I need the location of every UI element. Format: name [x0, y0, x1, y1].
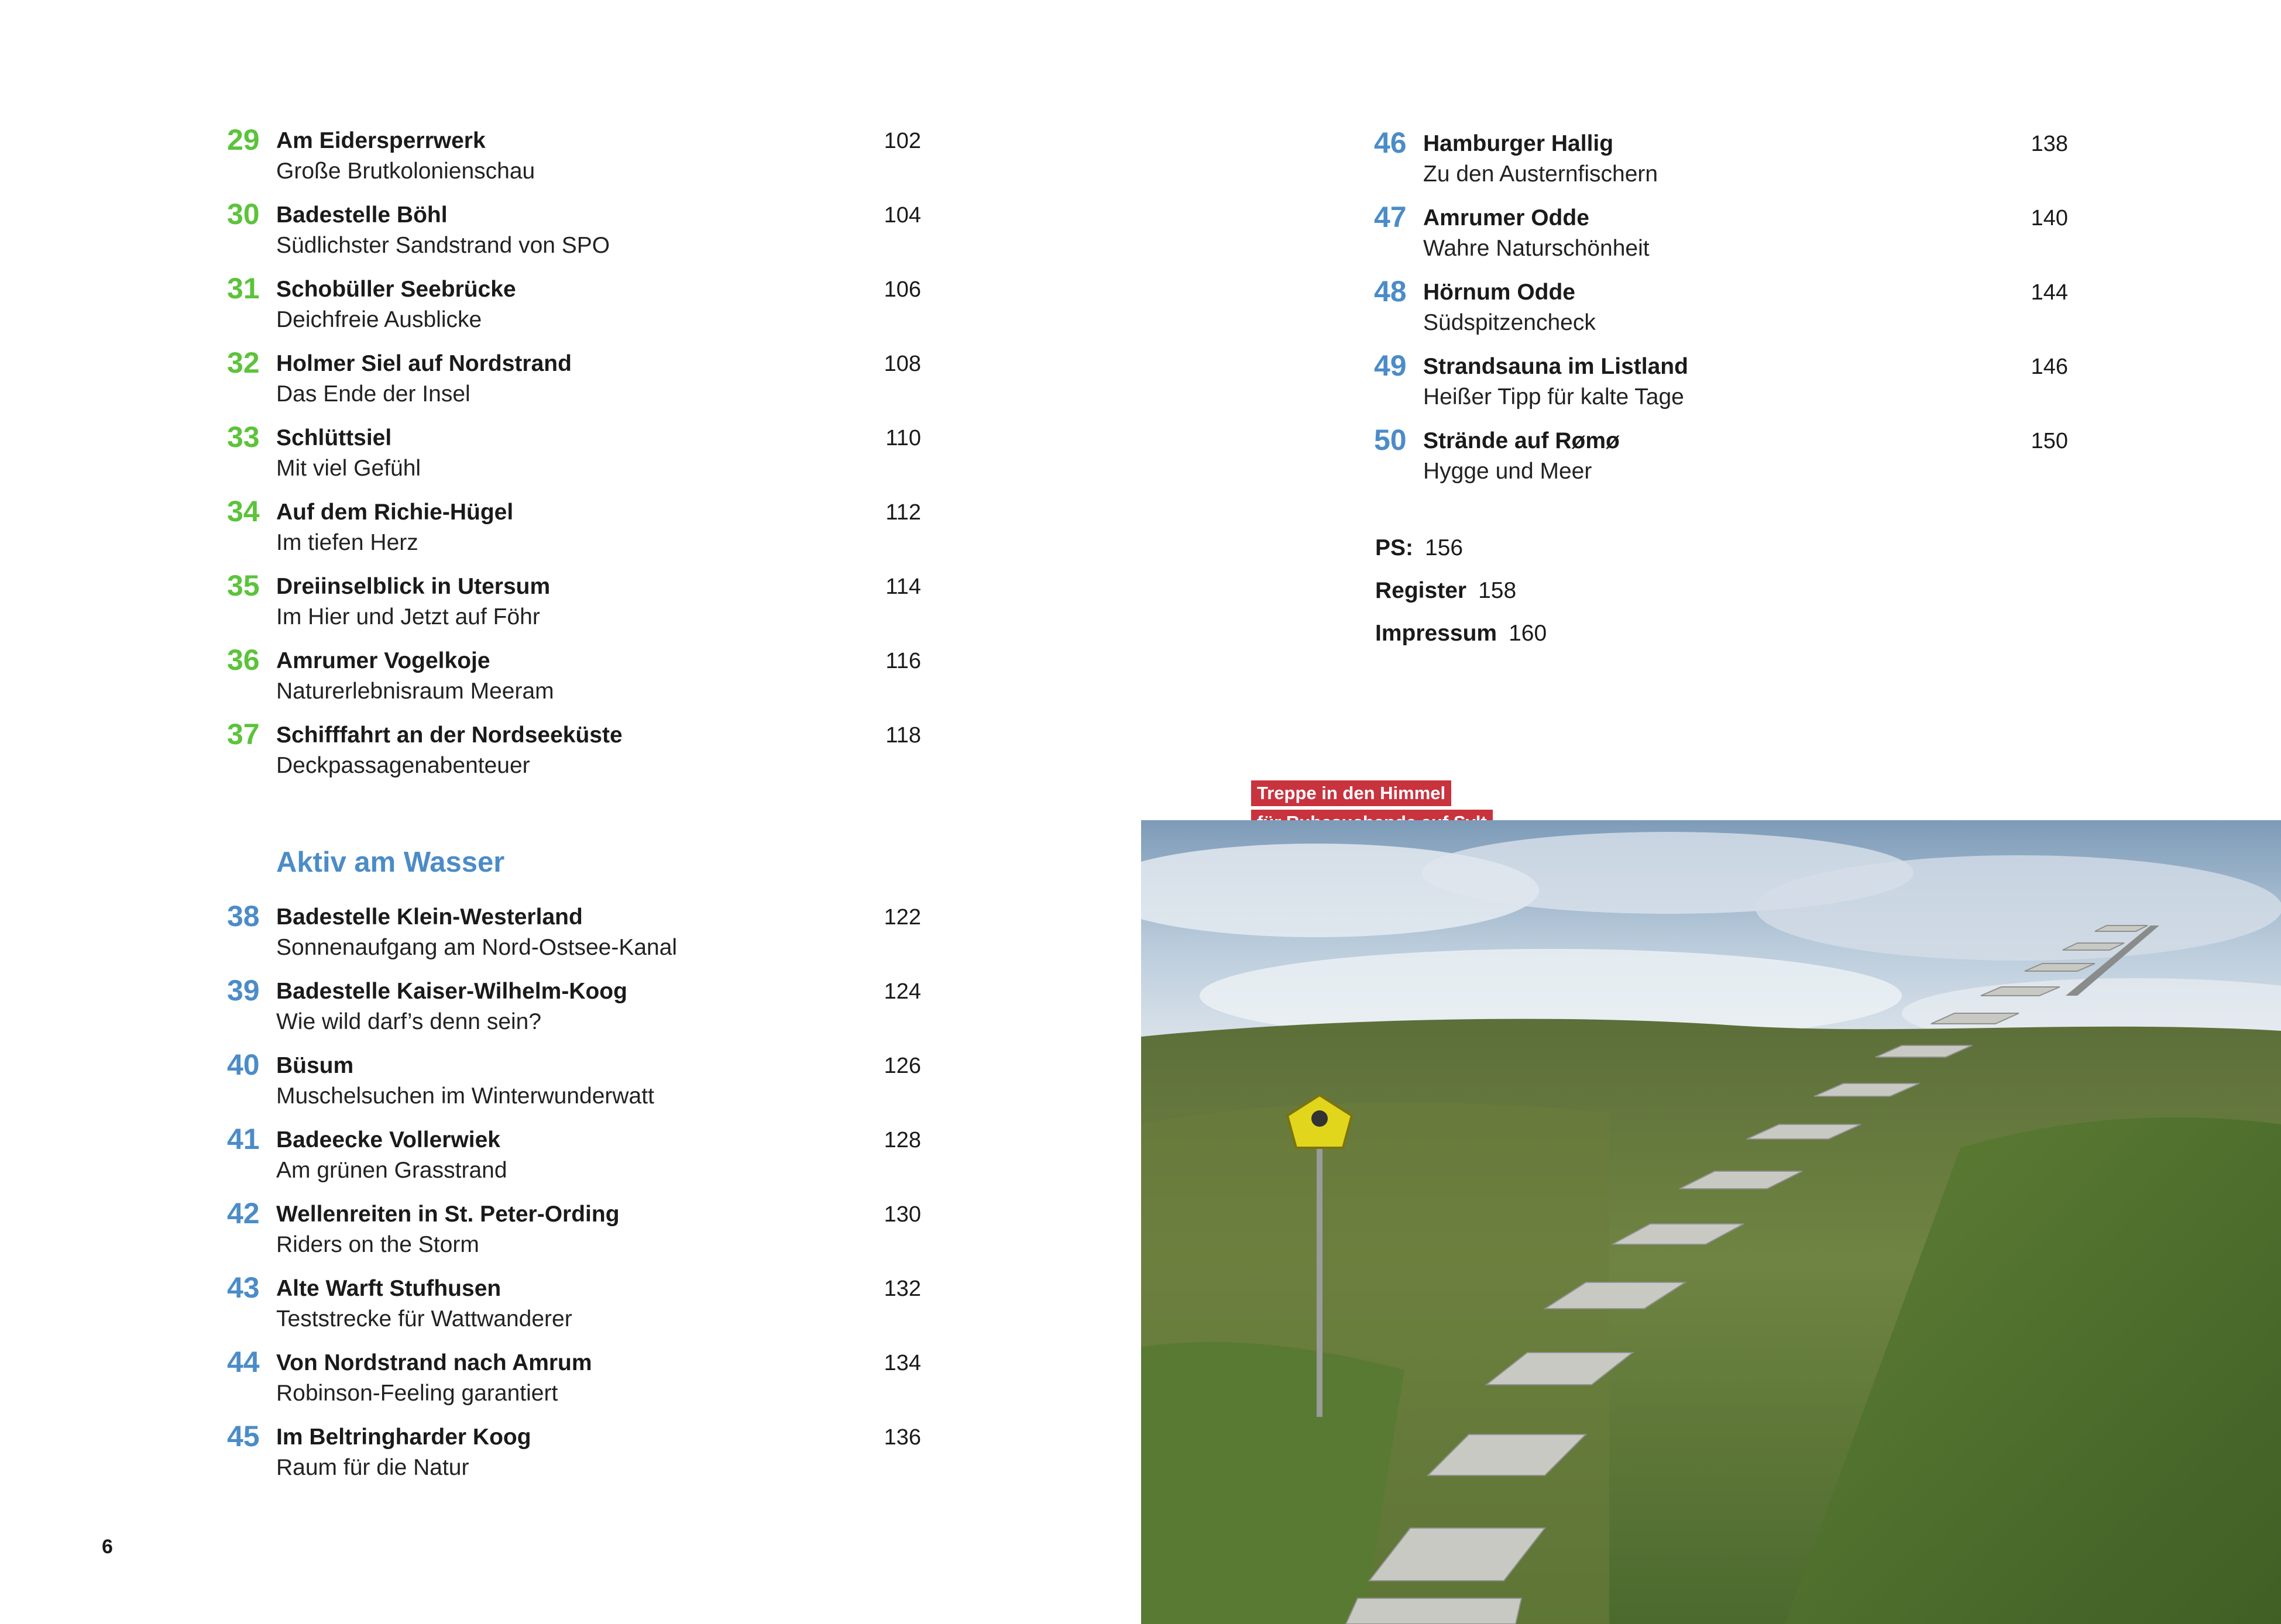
entry-title: Badeecke Vollerwiek [276, 1127, 500, 1152]
toc-entry-38[interactable] [227, 899, 921, 973]
entry-title: Dreiinselblick in Utersum [276, 574, 551, 599]
entry-page: 118 [885, 723, 921, 748]
entry-subtitle: Teststrecke für Wattwanderer [276, 1306, 572, 1331]
entry-subtitle: Wahre Naturschönheit [1423, 236, 1650, 261]
extra-page: 156 [1425, 535, 1464, 560]
entry-page: 132 [884, 1277, 921, 1301]
entry-title: Strände auf Rømø [1423, 428, 1620, 453]
entry-subtitle: Im Hier und Jetzt auf Föhr [276, 604, 540, 629]
entry-number: 46 [1374, 126, 1407, 159]
toc-extras [1375, 534, 1547, 662]
entry-number: 32 [227, 346, 260, 379]
entry-number: 48 [1374, 275, 1407, 308]
entry-page: 108 [884, 352, 921, 376]
entry-title: Auf dem Richie-Hügel [276, 500, 514, 525]
toc-entry-31[interactable] [227, 271, 921, 346]
toc-extra-register[interactable] [1375, 576, 1547, 619]
entry-number: 41 [227, 1123, 260, 1155]
toc-column-left [227, 123, 921, 792]
toc-entry-49[interactable] [1374, 349, 2068, 423]
entry-page: 122 [884, 905, 921, 930]
toc-entry-40[interactable] [227, 1048, 921, 1122]
toc-entry-33[interactable] [227, 420, 921, 494]
toc-entry-44[interactable] [227, 1345, 921, 1419]
extra-label: Impressum [1375, 621, 1497, 646]
entry-number: 30 [227, 198, 260, 230]
entry-subtitle: Südlichster Sandstrand von SPO [276, 233, 610, 258]
toc-entry-35[interactable] [227, 569, 921, 643]
extra-label: Register [1375, 578, 1467, 603]
entry-page: 130 [884, 1202, 921, 1227]
toc-entry-46[interactable] [1374, 126, 2068, 200]
entry-number: 34 [227, 495, 260, 528]
entry-title: Von Nordstrand nach Amrum [276, 1350, 592, 1375]
entry-page: 124 [884, 979, 921, 1004]
toc-column-section [227, 899, 921, 1494]
entry-number: 38 [227, 900, 260, 933]
entry-number: 33 [227, 421, 260, 453]
entry-page: 144 [2031, 280, 2068, 305]
entry-title: Im Beltringharder Koog [276, 1425, 531, 1450]
toc-entry-47[interactable] [1374, 200, 2068, 274]
entry-number: 45 [227, 1420, 260, 1453]
page-number: 6 [102, 1536, 113, 1558]
toc-entry-48[interactable] [1374, 274, 2068, 349]
entry-page: 126 [884, 1054, 921, 1078]
entry-number: 36 [227, 644, 260, 676]
entry-title: Alte Warft Stufhusen [276, 1276, 501, 1301]
entry-number: 43 [227, 1271, 260, 1304]
photo-illustration [1141, 820, 2281, 1624]
toc-extra-ps[interactable] [1375, 534, 1547, 576]
dune-stairs-photo [1141, 820, 2281, 1624]
entry-subtitle: Naturerlebnisraum Meeram [276, 679, 554, 704]
entry-page: 150 [2031, 429, 2068, 453]
entry-subtitle: Heißer Tipp für kalte Tage [1423, 384, 1684, 410]
entry-number: 42 [227, 1197, 260, 1230]
entry-number: 39 [227, 974, 260, 1007]
toc-entry-41[interactable] [227, 1122, 921, 1196]
entry-title: Wellenreiten in St. Peter-Ording [276, 1202, 620, 1227]
entry-page: 116 [885, 649, 921, 673]
toc-entry-32[interactable] [227, 346, 921, 420]
extra-page: 158 [1478, 578, 1517, 603]
entry-number: 49 [1374, 349, 1407, 382]
entry-title: Schlüttsiel [276, 425, 392, 450]
entry-page: 106 [884, 277, 921, 302]
entry-subtitle: Zu den Austernfischern [1423, 161, 1658, 187]
entry-subtitle: Sonnenaufgang am Nord-Ostsee-Kanal [276, 935, 678, 960]
entry-number: 29 [227, 123, 260, 156]
toc-entry-29[interactable] [227, 123, 921, 197]
entry-title: Badestelle Kaiser-Wilhelm-Koog [276, 979, 627, 1004]
entry-number: 47 [1374, 201, 1407, 233]
entry-number: 50 [1374, 424, 1407, 456]
entry-page: 110 [885, 426, 921, 450]
entry-page: 114 [885, 574, 921, 599]
entry-number: 35 [227, 569, 260, 602]
toc-entry-34[interactable] [227, 494, 921, 569]
entry-page: 134 [884, 1351, 921, 1375]
entry-number: 44 [227, 1346, 260, 1378]
entry-title: Badestelle Böhl [276, 202, 448, 228]
entry-subtitle: Wie wild darf’s denn sein? [276, 1009, 542, 1034]
entry-subtitle: Am grünen Grasstrand [276, 1158, 507, 1183]
entry-subtitle: Südspitzencheck [1423, 310, 1596, 335]
toc-entry-43[interactable] [227, 1271, 921, 1345]
entry-subtitle: Muschelsuchen im Winterwunderwatt [276, 1083, 654, 1109]
entry-number: 37 [227, 718, 260, 751]
toc-entry-45[interactable] [227, 1419, 921, 1494]
entry-title: Hamburger Hallig [1423, 131, 1614, 156]
entry-page: 138 [2031, 132, 2068, 156]
entry-title: Amrumer Odde [1423, 205, 1589, 230]
entry-title: Amrumer Vogelkoje [276, 648, 490, 673]
entry-page: 102 [884, 129, 921, 153]
toc-entry-50[interactable] [1374, 423, 2068, 497]
entry-subtitle: Hygge und Meer [1423, 459, 1592, 484]
toc-extra-impressum[interactable] [1375, 619, 1547, 662]
entry-page: 136 [884, 1425, 921, 1450]
toc-entry-30[interactable] [227, 197, 921, 271]
entry-title: Holmer Siel auf Nordstrand [276, 351, 572, 376]
entry-subtitle: Deichfreie Ausblicke [276, 307, 482, 332]
entry-subtitle: Das Ende der Insel [276, 381, 470, 407]
toc-entry-42[interactable] [227, 1196, 921, 1271]
entry-subtitle: Raum für die Natur [276, 1455, 469, 1480]
entry-number: 31 [227, 272, 260, 305]
extra-page: 160 [1509, 621, 1547, 646]
entry-subtitle: Robinson-Feeling garantiert [276, 1381, 558, 1406]
toc-entry-37[interactable] [227, 717, 921, 792]
entry-title: Strandsauna im Listland [1423, 354, 1688, 379]
entry-title: Büsum [276, 1053, 354, 1078]
entry-page: 146 [2031, 355, 2068, 379]
entry-subtitle: Mit viel Gefühl [276, 456, 421, 481]
entry-subtitle: Im tiefen Herz [276, 530, 418, 555]
entry-subtitle: Große Brutkolonienschau [276, 159, 535, 184]
entry-title: Badestelle Klein-Westerland [276, 904, 583, 930]
extra-label: PS: [1375, 535, 1414, 560]
entry-page: 140 [2031, 206, 2068, 230]
toc-column-right [1374, 126, 2068, 497]
entry-number: 40 [227, 1048, 260, 1081]
entry-page: 104 [884, 203, 921, 228]
entry-title: Schobüller Seebrücke [276, 277, 516, 302]
entry-subtitle: Riders on the Storm [276, 1232, 479, 1257]
entry-page: 128 [884, 1128, 921, 1152]
entry-title: Hörnum Odde [1423, 280, 1575, 305]
entry-subtitle: Deckpassagenabenteuer [276, 753, 530, 778]
section-heading: Aktiv am Wasser [276, 847, 505, 878]
entry-page: 112 [885, 500, 921, 525]
toc-entry-39[interactable] [227, 973, 921, 1048]
caption-line-1: Treppe in den Himmel [1251, 780, 1451, 806]
entry-title: Schifffahrt an der Nordseeküste [276, 722, 623, 748]
entry-title: Am Eidersperrwerk [276, 128, 486, 153]
toc-entry-36[interactable] [227, 643, 921, 717]
